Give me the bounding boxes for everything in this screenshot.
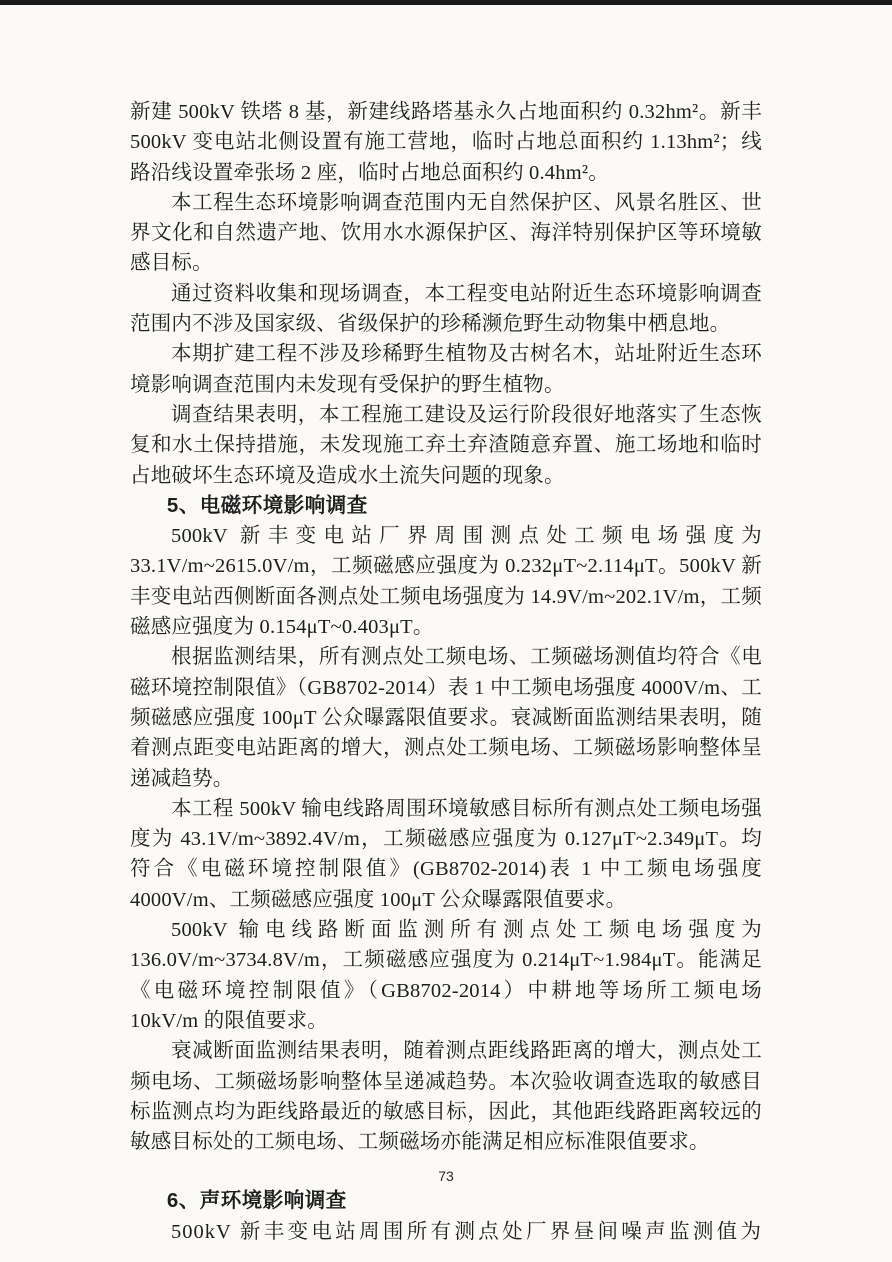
document-text-block (130, 97, 762, 1247)
paragraph: 500kV 新丰变电站厂界周围测点处工频电场强度为 33.1V/m~2615.0V/m，工频磁感应强度为 0.232μT~2.114μT。500kV 新丰变电站西侧断面各测点处工频电场强度为 14.9V/m~202.1V/m，工频磁感应强度为 0.154μT~0.403μT。 (130, 525, 762, 639)
paragraph: 本工程 500kV 输电线路周围环境敏感目标所有测点处工频电场强度为 43.1V/m~3892.4V/m，工频磁感应强度为 0.127μT~2.349μT。均符合《电磁环境控制限值》(GB8702-2014)表 1 中工频电场强度 4000V/m、工频磁感应强度 100μT 公众曝露限值要求。 (130, 797, 762, 911)
paragraph: 通过资料收集和现场调查，本工程变电站附近生态环境影响调查范围内不涉及国家级、省级保护的珍稀濒危野生动物集中栖息地。 (130, 282, 762, 336)
paragraph: 500kV 输电线路断面监测所有测点处工频电场强度为 136.0V/m~3734.8V/m，工频磁感应强度为 0.214μT~1.984μT。能满足《电磁环境控制限值》（GB8702-2014）中耕地等场所工频电场 10kV/m 的限值要求。 (130, 919, 762, 1032)
paragraph: 根据监测结果，所有测点处工频电场、工频磁场测值均符合《电磁环境控制限值》（GB8702-2014）表 1 中工频电场强度 4000V/m、工频磁感应强度 100μT 公众曝露限值要求。衰减断面监测结果表明，随着测点距变电站距离的增大，测点处工频电场、工频磁场影响整体呈递减趋势。 (130, 646, 762, 790)
paragraph: 调查结果表明，本工程施工建设及运行阶段很好地落实了生态恢复和水土保持措施，未发现施工弃土弃渣随意弃置、施工场地和临时占地破坏生态环境及造成水土流失问题的现象。 (130, 403, 762, 487)
paragraph: 衰减断面监测结果表明，随着测点距线路距离的增大，测点处工频电场、工频磁场影响整体呈递减趋势。本次验收调查选取的敏感目标监测点均为距线路最近的敏感目标，因此，其他距线路距离较远的敏感目标处的工频电场、工频磁场亦能满足相应标准限值要求。 (130, 1040, 762, 1154)
paragraph: 500kV 新丰变电站周围所有测点处厂界昼间噪声监测值为 (171, 1220, 762, 1243)
section-heading: 6、声环境影响调查 (166, 1189, 347, 1213)
paragraph: 本期扩建工程不涉及珍稀野生植物及古树名木，站址附近生态环境影响调查范围内未发现有受保护的野生植物。 (130, 343, 762, 396)
paragraph: 本工程生态环境影响调查范围内无自然保护区、风景名胜区、世界文化和自然遗产地、饮用水水源保护区、海洋特别保护区等环境敏感目标。 (130, 191, 762, 275)
section-heading: 5、电磁环境影响调查 (166, 493, 368, 517)
page-number: 73 (438, 1168, 454, 1184)
scan-top-edge (0, 0, 892, 5)
paragraph: 新建 500kV 铁塔 8 基，新建线路塔基永久占地面积约 0.32hm²。新丰 500kV 变电站北侧设置有施工营地，临时占地总面积约 1.13hm²；线路沿线设置牵张场 2 座，临时占地总面积约 0.4hm²。 (130, 101, 762, 184)
